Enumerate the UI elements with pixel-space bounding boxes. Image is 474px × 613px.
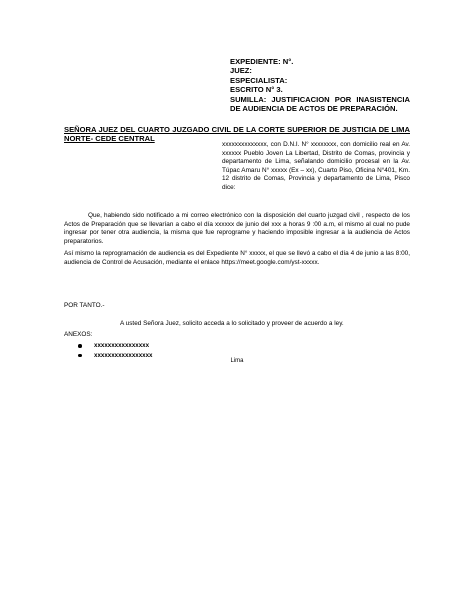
sumilla-line: SUMILLA: JUSTIFICACION POR INASISTENCIA DE AUDIENCIA DE ACTOS DE PREPARACIÓN. [230,94,410,114]
city-signature: Lima [230,358,244,364]
body-paragraph: Así mismo la reprogramación de audiencia es del Expediente N° xxxxx, el que se llevó a cabo el día 4 de junio a las 8:00, audiencia de Control de Acusación, mediante el enlace https://meet.google.com/yst-xxxxx. [64,250,410,266]
bullet-icon [78,354,82,358]
por-tanto: POR TANTO.- [64,302,105,309]
annex-item-text: xxxxxxxxxxxxxxxxx [94,351,153,359]
body-paragraph: Que, habiendo sido notificado a mi correo electrónico con la disposición del cuarto juzgad civil , respecto de los Actos de Preparación que se llevarían a cabo el día xxxxxx de junio del xxx a horas 9 :00 a.m, el mismo al cual no pude ingresar por tener otra audiencia, la misma que fue reprograme y haciendo imposible ingresar a la audiencia de Actos preparatorios. [64,212,410,245]
petitioner-identity: xxxxxxxxxxxxxx, con D.N.I. N° xxxxxxxx, con domicilio real en Av. xxxxxx Pueblo Joven La Libertad, Distrito de Comas, provincia y departamento de Lima, señalando domicilio procesal en la Av. Túpac Amaru N° xxxxx (Ex – xx), Cuarto Piso, Oficina N°401, Km. 12 distrito de Comas, Provincia y departamento de Lima, Pisco dice: [222,141,410,191]
annex-item-text: xxxxxxxxxxxxxxxx [94,342,150,349]
case-header [230,57,410,113]
request-text: A usted Señora Juez, solicito acceda a lo solicitado y proveer de acuerdo a ley. [120,320,344,327]
expediente-line: EXPEDIENTE: N°. [230,57,294,66]
escrito-line: ESCRITO N° 3. [230,85,283,95]
juez-line: JUEZ: [230,66,252,76]
list-item [78,341,153,351]
anexos-label: ANEXOS: [64,331,93,338]
addressee-heading: SEÑORA JUEZ DEL CUARTO JUZGADO CIVIL DE LA CORTE SUPERIOR DE JUSTICIA DE LIMA NORTE- CEDE CENTRAL [64,125,410,144]
bullet-icon [78,344,82,348]
especialista-line: ESPECIALISTA: [230,75,288,85]
